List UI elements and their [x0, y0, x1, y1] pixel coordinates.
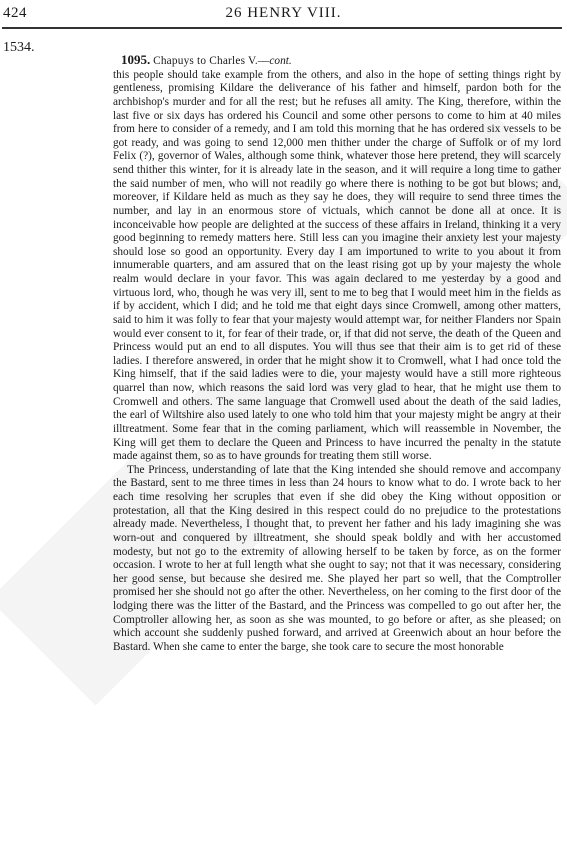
document-body	[113, 53, 561, 655]
page-number: 424	[3, 5, 27, 21]
header-rule	[2, 27, 562, 29]
entry-continued: cont.	[269, 55, 292, 67]
page-header	[0, 3, 567, 29]
margin-year: 1534.	[3, 40, 35, 55]
paragraph: this people should take example from the others, and also in the hope of setting things right by gentleness, promising Kildare the deliverance of his father and himself, pardon both for the archbishop's murder and for all the rest; but he refuses all amity. The King, therefore, within the last five or six days has ordered his Council and some other persons to come to him at 40 miles from here to consider of a remedy, and I am told this morning that he has ordered six vessels to be got ready, and was going to send 12,000 men thither under the charge of Suffolk or of my lord Felix (?), governor of Wales, although some think, whatever those here pretend, they will scarcely send thither this winter, for it is already late in the season, and it will require a long time to gather the said number of men, who will not readily go where there is nothing to be got but blows; and, moreover, if Kildare held as much as they say he does, they will require to send three times the number, and lay in an enormous store of victuals, which cannot be done all at once. It is inconceivable how people are delighted at the success of these affairs in Ireland, thinking it a very good beginning to remedy matters here. Still less can you imagine their anxiety lest your majesty should lose so good an opportunity. Every day I am importuned to write to you about it from innumerable quarters, and am assured that on the least rising got up by your majesty the whole realm would declare in your favor. This was again declared to me yesterday by a good and virtuous lord, who, though he was very ill, sent to me to beg that I would meet him in the fields as if by accident, which I did; and he told me that eight days since Cromwell, among other matters, said to him it was folly to fear that your majesty would attempt war, for neither Flanders nor Spain would ever consent to it, for fear of their trade, or, if that did not serve, the death of the Queen and Princess would put an end to all disputes. You will thus see that their aim is to get rid of these ladies. I therefore answered, in order that he might show it to Cromwell, what I had once told the King himself, that if the said ladies were to die, your majesty would have a still more righteous quarrel than now, which reasons the said lord was very glad to hear, that he might use them to Cromwell and others. The same language that Cromwell used about the death of the said ladies, the earl of Wiltshire also used lately to one who told him that your majesty might be angry at their illtreatment. Some fear that in the coming parliament, which will reassemble in November, the King will get them to declare the Queen and Princess to have incurred the penalty in the statute made against them, so as to have grounds for treating them still worse.	[113, 68, 561, 463]
entry-title: Chapuys to Charles V.—	[153, 55, 270, 67]
running-head: 26 HENRY VIII.	[225, 5, 342, 21]
entry-number: 1095.	[121, 52, 151, 67]
entry-heading	[113, 53, 561, 69]
paragraph: The Princess, understanding of late that the King intended she should remove and accompany the Bastard, sent to me three times in less than 24 hours to know what to do. I wrote back to her each time resolving her scruples that even if she did obey the King without opposition or protestation, all that the King desired in this respect could do no prejudice to the protestations already made. Nevertheless, I thought that, to prevent her father and his lady imagining she was worn-out and conquered by illtreatment, she should speak boldly and with her accustomed modesty, but not go to the extremity of allowing herself to be taken by force, as on the former occasion. I wrote to her at full length what she ought to say; not that it was necessary, considering her good sense, but because she desired me. She played her part so well, that the Comptroller promised her she should not go after the other. Nevertheless, on her coming to the first door of the lodging there was the litter of the Bastard, and the Princess was compelled to go out after her, the Comptroller allowing her, as soon as she was mounted, to go before or after, as she pleased; on which account she suddenly pushed forward, and arrived at Greenwich about an hour before the Bastard. When she came to enter the barge, she took care to secure the most honorable	[113, 463, 561, 653]
